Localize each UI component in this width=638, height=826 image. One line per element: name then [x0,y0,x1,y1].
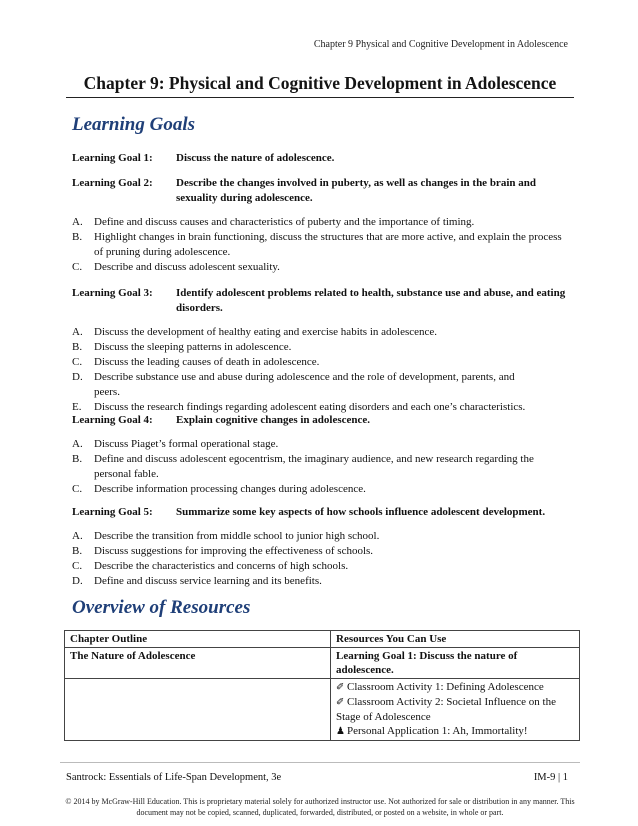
list-item [72,340,572,355]
list-item [72,574,572,589]
item-letter: B. [72,231,83,243]
list-item [72,452,572,482]
goal-label: Learning Goal 2: [72,177,153,189]
running-header: Chapter 9 Physical and Cognitive Development in Adolescence [313,39,568,50]
learning-goal-3-block [72,286,572,415]
item-text: Highlight changes in brain functioning, discuss the structures that are more active, and explain the process of pruning during adolescence. [94,231,562,258]
item-text: Discuss Piaget’s formal operational stage. [94,438,279,450]
item-letter: A. [72,530,83,542]
learning-goal-3 [72,286,572,316]
resources-cell [331,679,580,741]
overview-of-resources-heading: Overview of Resources [72,597,251,618]
item-text: Discuss the leading causes of death in adolescence. [94,356,320,368]
column-header-resources: Resources You Can Use [331,631,580,648]
list-item [72,230,572,260]
item-text: Discuss the research findings regarding adolescent eating disorders and each one’s characteristics. [94,401,526,413]
learning-goal-5 [72,505,572,520]
item-letter: E. [72,401,82,413]
item-letter: C. [72,356,83,368]
goal-text: Explain cognitive changes in adolescence. [176,414,371,426]
personal-application-icon: ♟ [336,726,345,737]
footer-divider [60,762,580,763]
classroom-activity-icon: ✐ [336,682,345,693]
resource-item [336,724,574,739]
learning-goal-2-block [72,176,572,275]
item-text: Describe and discuss adolescent sexuality. [94,261,280,273]
item-letter: B. [72,453,83,465]
learning-goal-1 [72,151,572,166]
resources-table [64,630,580,741]
item-text: Describe information processing changes during adolescence. [94,483,366,495]
learning-goal-4 [72,413,572,428]
footer-page-number: IM-9 | 1 [533,772,568,783]
list-item [72,482,572,497]
item-text: Discuss the development of healthy eating and exercise habits in adolescence. [94,326,438,338]
list-item [72,325,572,340]
item-text: Define and discuss adolescent egocentrism, the imaginary audience, and new research regarding the personal fable. [94,453,534,480]
item-text: Describe the characteristics and concerns of high schools. [94,560,349,572]
goal-text: Discuss the nature of adolescence. [176,152,335,164]
learning-goals-heading: Learning Goals [72,114,195,135]
goal-text: Summarize some key aspects of how schools influence adolescent development. [176,506,546,518]
resource-item [336,695,574,724]
item-letter: C. [72,560,83,572]
goal-label: Learning Goal 5: [72,506,153,518]
item-letter: D. [72,371,83,383]
list-item [72,260,572,275]
item-letter: C. [72,483,83,495]
item-letter: B. [72,341,83,353]
chapter-title: Chapter 9: Physical and Cognitive Development in Adolescence [66,73,574,98]
item-text: Define and discuss causes and characteristics of puberty and the importance of timing. [94,216,475,228]
empty-outline-cell [65,679,331,741]
list-item [72,437,572,452]
classroom-activity-icon: ✐ [336,697,345,708]
list-item [72,370,572,400]
goal-text: Identify adolescent problems related to health, substance use and abuse, and eating disorders. [176,287,566,314]
goal-label: Learning Goal 1: [72,152,153,164]
resource-text: Personal Application 1: Ah, Immortality! [347,725,528,737]
resource-text: Classroom Activity 1: Defining Adolescence [347,681,544,693]
table-row [65,679,580,741]
resource-item [336,680,574,695]
learning-goal-1-block [72,151,572,166]
item-text: Describe substance use and abuse during adolescence and the role of development, parents, and peers. [94,371,515,398]
item-text: Describe the transition from middle school to junior high school. [94,530,380,542]
item-letter: A. [72,326,83,338]
list-item [72,529,572,544]
list-item [72,544,572,559]
item-letter: D. [72,575,83,587]
list-item [72,215,572,230]
list-item [72,355,572,370]
item-text: Discuss suggestions for improving the effectiveness of schools. [94,545,374,557]
list-item [72,559,572,574]
learning-goal-5-block [72,505,572,589]
resource-goal-cell: Learning Goal 1: Discuss the nature of adolescence. [331,648,580,679]
item-letter: C. [72,261,83,273]
item-text: Discuss the sleeping patterns in adolescence. [94,341,292,353]
column-header-chapter-outline: Chapter Outline [65,631,331,648]
item-text: Define and discuss service learning and its benefits. [94,575,322,587]
table-row [65,648,580,679]
table-header-row [65,631,580,648]
item-letter: B. [72,545,83,557]
goal-label: Learning Goal 4: [72,414,153,426]
item-letter: A. [72,438,83,450]
resource-text: Classroom Activity 2: Societal Influence on the Stage of Adolescence [336,696,556,723]
learning-goal-2 [72,176,572,206]
outline-cell: The Nature of Adolescence [65,648,331,679]
goal-label: Learning Goal 3: [72,287,153,299]
learning-goal-4-block [72,413,572,497]
item-letter: A. [72,216,83,228]
footer-book-title: Santrock: Essentials of Life-Span Development, 3e [66,772,282,783]
copyright-notice: © 2014 by McGraw-Hill Education. This is proprietary material solely for authorized instructor use. Not authorized for sale or distribution in any manner. This document may not be copied, scanned, duplicated, forwarded, distributed, or posted on a website, in whole or part. [65,797,575,817]
goal-text: Describe the changes involved in puberty, as well as changes in the brain and sexuality during adolescence. [176,177,536,204]
